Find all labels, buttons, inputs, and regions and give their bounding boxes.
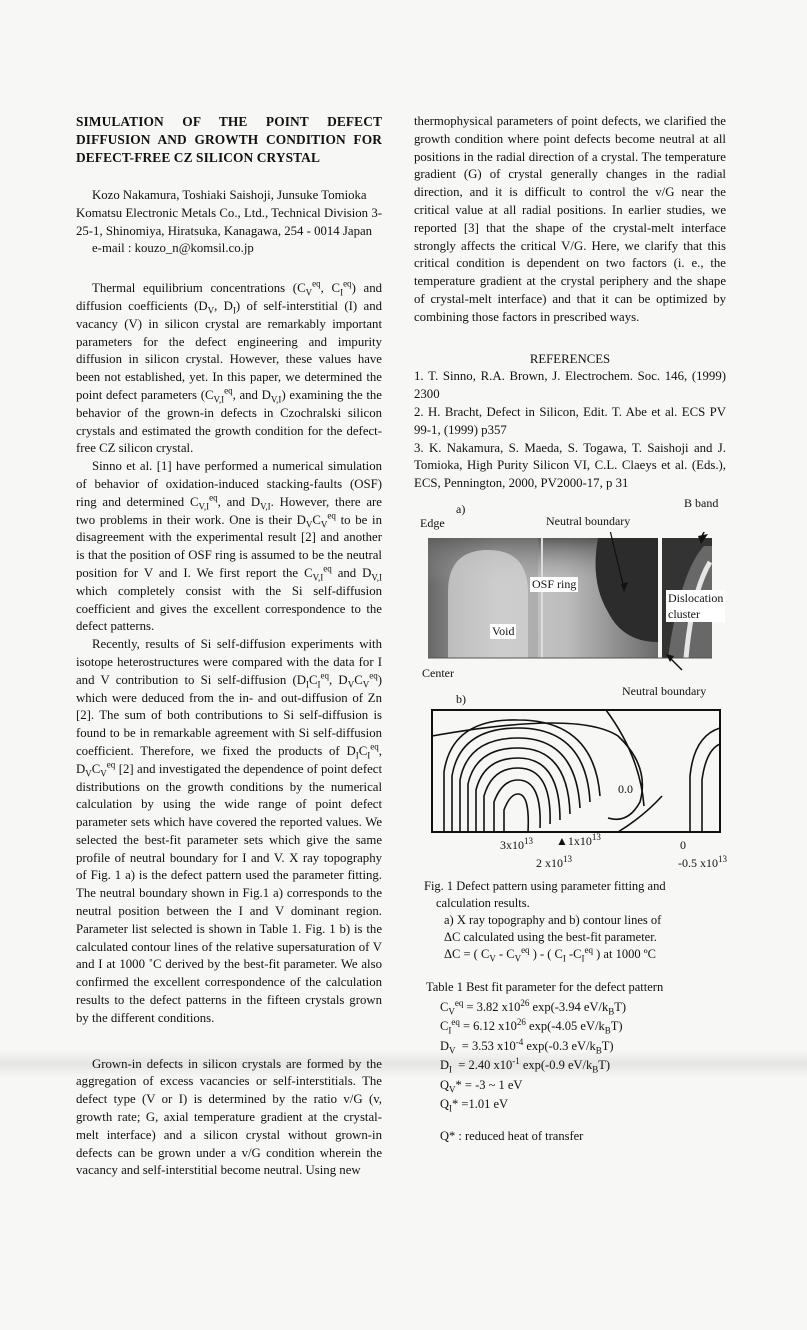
paragraph-1: Thermal equilibrium concentrations ($C_V^{eq}$, $C_I^{eq}$) and diffusion coefficients ($D_V$, $D_I$) of self-interstitial (I) and vacancy (V) in silicon crystal are remarkably important parameters for the defect engineering and impurity diffusion in silicon crystal. However, these values have been not established, yet. In this paper, we determined the point defect parameters ($C_{V,I}^{eq}$, and $D_{V,I}$) examining the the behavior of the grown-in defects in Czochralski silicon crystals and estimated the growth condition for the defect-free CZ silicon crystal.: [76, 278, 383, 456]
reference-3: 3. K. Nakamura, S. Maeda, S. Togawa, T. Saishoji and J. Tomioka, High Purity Silicon VI, C.L. Claeys et al. (Eds.), ECS, Pennington, 2000, PV2000-17, p 31: [414, 440, 726, 491]
table-row-ci: $C_I^{eq} = 6.12$ $x10^{26}$ exp(-4.05 $eV/k_BT$): [440, 1016, 623, 1036]
contour-zero-label: 0.0: [618, 782, 633, 796]
neutral-boundary-top-label: Neutral boundary: [546, 514, 631, 528]
tick-label-2x10-13: 2 $x10^{13}$: [536, 854, 572, 870]
delta-c-formula: ΔC = ( $C_V - C_V^{eq}$ ) - ( $C_I$ $-C_I^{eq}$ ) at 1000 ºC: [444, 944, 656, 964]
void-label: Void: [492, 624, 515, 638]
tick-label-neg-0.5x10-13: -0.5 $x10^{13}$: [678, 854, 727, 870]
reference-2: 2. H. Bracht, Defect in Silicon, Edit. T. Abe et al. ECS PV 99-1, (1999) p357: [414, 404, 726, 437]
references-heading: REFERENCES: [529, 351, 611, 366]
b-band-label: B band: [684, 496, 719, 510]
table-row-dv: $D_V = 3.53$ $x10^{-4}$ exp(-0.3 $eV/k_BT$): [440, 1036, 614, 1055]
panel-a-label: a): [456, 502, 466, 516]
table-note: Q* : reduced heat of transfer: [440, 1128, 584, 1143]
osf-ring-label: OSF ring: [532, 577, 577, 591]
figure-1: [418, 492, 738, 870]
email: [76, 240, 382, 258]
reference-list: [414, 368, 726, 493]
table-title: Table 1 Best fit parameter for the defect pattern: [426, 980, 664, 994]
paragraph-4: Grown-in defects in silicon crystals are formed by the aggregation of excess vacancies or self-interstitials. The defect type (V or I) is determined by the ratio v/G (v, growth rate; G, axial temperature gradient at the crystal-melt interface) and a silicon crystal without grown-in defects can be grown under a v/G condition wherein the vacancy and self-interstitial become neutral. Using new: [76, 1056, 382, 1178]
paragraph-3: Recently, results of Si self-diffusion experiments with isotope heterostructures were compared with the data for I and V contribution to Si self-diffusion ($D_IC_I^{eq}$, $D_VC_V^{eq}$) which were deduced from the in- and out-diffusion of Zn [2]. The sum of both contributions to Si self-diffusion is found to be in remarkable agreement with Si self-diffusion coefficient. Therefore, we fixed the products of $D_IC_I^{eq}$, $D_VC_V^{eq}$ [2] and investigated the dependence of point defect distributions on the growth conditions by the numerical calculation by using the wide range of point defect parameter sets which have covered the reported values. We selected the best-fit parameter sets which give the same profile of neutral boundary for I and V. X ray topography of Fig. 1 a) is the defect pattern used the parameter fitting. The neutral boundary shown in Fig.1 a) corresponds to the neutral position between the I and V dominant region. Parameter list selected is shown in Table 1. Fig. 1 b) is the calculated contour lines of the relative supersaturation of V and I at 1000 ˚C derived by the best-fit parameter. We also confirmed the excellent correspondence of the calculation results to the defect patterns in the fifteen crystals grown by the different conditions.: [76, 637, 382, 1025]
affiliation: Komatsu Electronic Metals Co., Ltd., Technical Division 3-25-1, Shinomiya, Hiratsuka, Kanagawa, 254 - 0014 Japan: [76, 205, 382, 238]
center-label: Center: [422, 666, 454, 680]
figure-caption: Fig. 1 Defect pattern using parameter fitting and calculation results. a) X ray topography and b) contour lines of ΔC calculated using the best-fit parameter. ΔC = ( $C_V - C_V^{eq}$ ) - ( $C_I$ $-C_I^{eq}$ ) at 1000 ºC: [424, 878, 724, 963]
paragraph-2: Sinno et al. [1] have performed a numerical simulation of behavior of oxidation-induced stacking-faults (OSF) ring and determined $C_{V,I}^{eq}$, and $D_{V,I}$. However, there are two problems in their work. One is their $D_VC_V^{eq}$ to be in disagreement with the experimental result [2] and another is that the position of OSF ring is assumed to be the neutral position for V and I. We first report the $C_{V,I}^{eq}$ and $D_{V,I}$ which completely consist with the Si self-diffusion coefficient and gives the excellent correspondence to the defect patterns.: [76, 459, 382, 634]
left-column: [76, 113, 382, 1180]
panel-b-label: b): [456, 692, 466, 706]
table-1: [426, 978, 726, 1146]
paper-title: SIMULATION OF THE POINT DEFECT DIFFUSION AND GROWTH CONDITION FOR DEFECT-FREE CZ SILICON CRYSTAL: [76, 114, 382, 165]
tick-label-0: 0: [680, 838, 686, 852]
dislocation-cluster-label: Dislocation cluster: [668, 591, 724, 621]
table-row-di: $D_I = 2.40$ $x10^{-1}$ exp(-0.9 $eV/k_BT$): [440, 1055, 611, 1075]
tick-label-3x10-13: $3x10^{13}$: [500, 836, 533, 852]
email-text: e-mail : kouzo_n@komsil.co.jp: [92, 241, 254, 256]
table-row-cv: $C_V^{eq} = 3.82$ $x10^{26}$ exp(-3.94 $eV/k_BT$): [440, 997, 627, 1016]
neutral-boundary-bottom-label: Neutral boundary: [622, 684, 707, 698]
right-column: [414, 113, 726, 493]
tick-label-1x10-13: $▲1x10^{13}$: [556, 832, 601, 848]
authors: Kozo Nakamura, Toshiaki Saishoji, Junsuke Tomioka: [92, 188, 367, 202]
contour-plot: [418, 706, 738, 836]
paragraph-5: thermophysical parameters of point defects, we clarified the growth condition where point defects become neutral at all positions in the radial direction of a crystal. The temperature gradient (G) of crystal generally changes in the radial direction, and it is difficult to control the v/G near the critical value at all radial positions. In earlier studies, we reported [3] that the shape of the crystal-melt interface strongly affects the critical V/G. Here, we clarify that this critical condition is dependent on two factors (i. e., the temperature gradient at the crystal periphery and the shape of crystal-melt interface) and that it can be optimized by combining those factors in prescribed ways.: [414, 114, 726, 324]
table-row-qi: $Q_I* =1.01$ eV: [440, 1097, 509, 1114]
edge-label: Edge: [420, 516, 445, 530]
table-row-qv: $Q_V* = -3$ ~ 1 eV: [440, 1077, 523, 1094]
reference-1: 1. T. Sinno, R.A. Brown, J. Electrochem. Soc. 146, (1999) 2300: [414, 369, 726, 402]
